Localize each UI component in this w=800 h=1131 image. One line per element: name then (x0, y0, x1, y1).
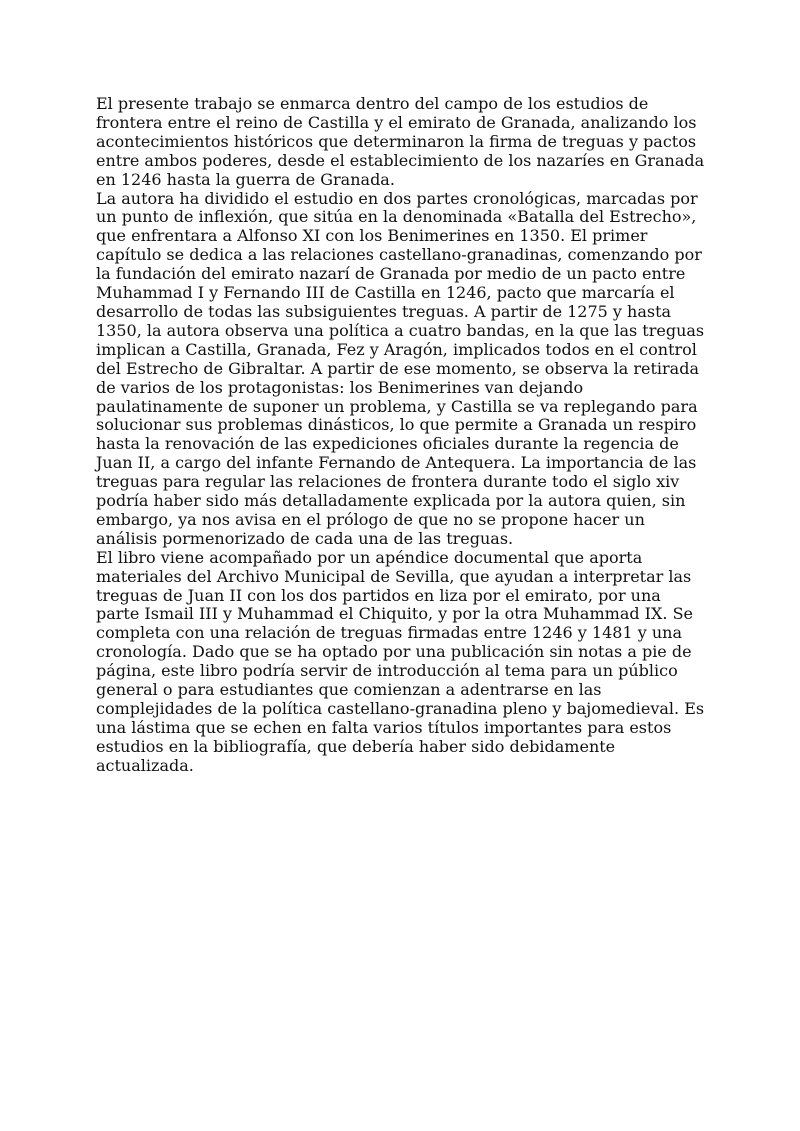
body-text (96, 95, 708, 776)
paragraph-3: El libro viene acompañado por un apéndice documental que aporta materiales del Archivo Municipal de Sevilla, que ayudan a interpretar las treguas de Juan II con los dos partidos en liza por el emirato, por una parte Ismail III y Muhammad el Chiquito, y por la otra Muhammad IX. Se completa con una relación de treguas firmadas entre 1246 y 1481 y una cronología. Dado que se ha optado por una publicación sin notas a pie de página, este libro podría servir de introducción al tema para un público general o para estudiantes que comienzan a adentrarse en las complejidades de la política castellano-granadina pleno y bajomedieval. Es una lástima que se echen en falta varios títulos importantes para estos estudios en la bibliografía, que debería haber sido debidamente actualizada. (96, 547, 705, 775)
paragraph-1: El presente trabajo se enmarca dentro del campo de los estudios de frontera entre el reino de Castilla y el emirato de Granada, analizando los acontecimientos históricos que determinaron la firma de treguas y pactos entre ambos poderes, desde el establecimiento de los nazaríes en Granada en 1246 hasta la guerra de Granada. (96, 94, 705, 189)
paragraph-2: La autora ha dividido el estudio en dos partes cronológicas, marcadas por un punto de inflexión, que sitúa en la denominada «Batalla del Estrecho», que enfrentara a Alfonso XI con los Benimerines en 1350. El primer capítulo se dedica a las relaciones castellano-granadinas, comenzando por la fundación del emirato nazarí de Granada por medio de un pacto entre Muhammad I y Fernando III de Castilla en 1246, pacto que marcaría el desarrollo de todas las subsiguientes treguas. A partir de 1275 y hasta 1350, la autora observa una política a cuatro bandas, en la que las treguas implican a Castilla, Granada, Fez y Aragón, implicados todos en el control del Estrecho de Gibraltar. A partir de ese momento, se observa la retirada de varios de los protagonistas: los Benimerines van dejando paulatinamente de suponer un problema, y Castilla se va replegando para solucionar sus problemas dinásticos, lo que permite a Granada un respiro hasta la renovación de las expediciones oficiales durante la regencia de Juan II, a cargo del infante Fernando de Antequera. La importancia de las treguas para regular las relaciones de frontera durante todo el siglo xiv podría haber sido más detalladamente explicada por la autora quien, sin embargo, ya nos avisa en el prólogo de que no se propone hacer un análisis pormenorizado de cada una de las treguas. (96, 188, 705, 548)
